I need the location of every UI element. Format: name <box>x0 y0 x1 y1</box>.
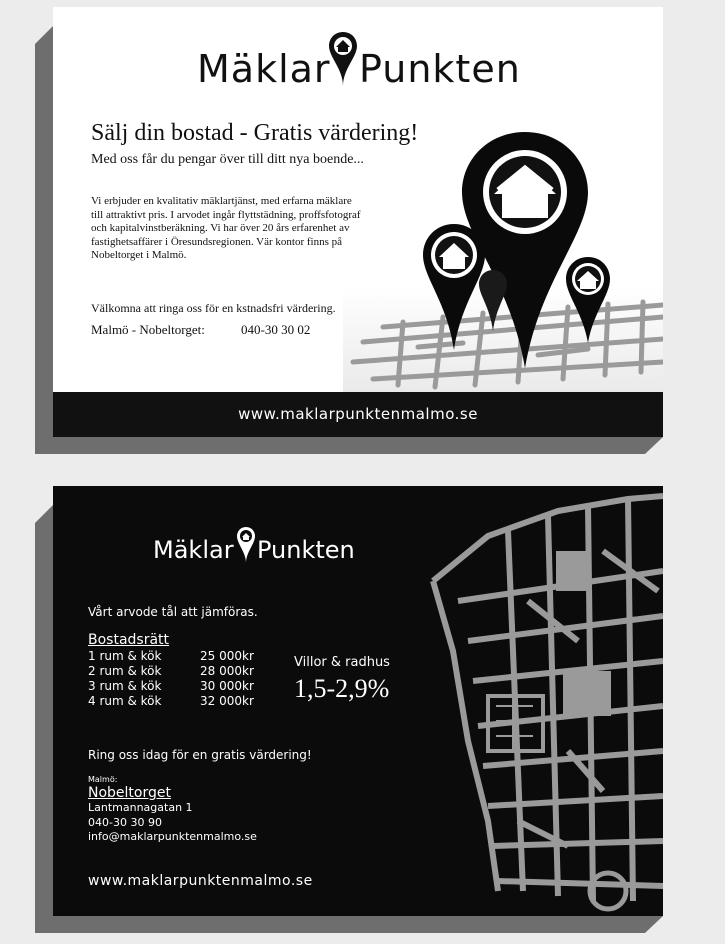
back-phone: 040-30 30 90 <box>88 815 162 829</box>
front-website[interactable]: www.maklarpunktenmalmo.se <box>53 392 663 437</box>
street-address: Lantmannagatan 1 <box>88 801 193 814</box>
back-website[interactable]: www.maklarpunktenmalmo.se <box>88 873 313 889</box>
price-rooms: 4 rum & kök <box>88 694 162 708</box>
body-text <box>91 195 361 263</box>
call-to-action: Ring oss idag för en gratis värdering! <box>88 748 312 762</box>
price-row <box>88 664 254 679</box>
headline: Sälj din bostad - Gratis värdering! <box>91 120 419 146</box>
contact-block <box>88 801 257 845</box>
body-line: till attraktivt pris. I arvodet ingår flyttstädning, proffsfotograf <box>91 208 361 221</box>
front-logo-right: Punkten <box>359 47 521 91</box>
front-phone: 040-30 30 02 <box>241 322 311 337</box>
price-amount: 28 000kr <box>200 664 254 678</box>
price-row <box>88 649 254 664</box>
price-rooms: 3 rum & kök <box>88 679 162 693</box>
office-label: Malmö - Nobeltorget: <box>91 322 205 337</box>
price-amount: 30 000kr <box>200 679 254 693</box>
back-card <box>53 486 663 916</box>
city-label: Malmö: <box>88 775 118 784</box>
location-pin-house-icon <box>478 269 508 333</box>
back-logo-right: Punkten <box>257 536 355 564</box>
price-row <box>88 694 254 709</box>
street-map-illustration <box>428 491 663 916</box>
price-row <box>88 679 254 694</box>
price-amount: 32 000kr <box>200 694 254 708</box>
bostadsratt-heading: Bostadsrätt <box>88 632 170 648</box>
welcome-text: Välkomna att ringa oss för en kstnadsfri värdering. <box>91 301 336 315</box>
location-pin-house-icon <box>236 526 256 564</box>
location-pin-house-icon <box>564 255 612 345</box>
price-rooms: 2 rum & kök <box>88 664 162 678</box>
body-line: Nobeltorget i Malmö. <box>91 249 187 261</box>
price-list <box>88 649 254 709</box>
location-pin-house-icon <box>328 31 358 87</box>
office-name: Nobeltorget <box>88 785 171 801</box>
villor-rate: 1,5-2,9% <box>294 674 390 703</box>
price-amount: 25 000kr <box>200 649 254 663</box>
price-rooms: 1 rum & kök <box>88 649 162 663</box>
front-card <box>53 7 663 437</box>
body-line: Vi erbjuder en kvalitativ mäklartjänst, med erfarna mäklare <box>91 195 352 207</box>
villor-label: Villor & radhus <box>294 655 390 670</box>
body-line: och kapitalvinstberäkning. Vi har över 20 års erfarenhet av <box>91 222 350 234</box>
email-link[interactable]: info@maklarpunktenmalmo.se <box>88 830 257 843</box>
back-logo-left: Mäklar <box>153 536 234 564</box>
front-logo-left: Mäklar <box>197 47 331 91</box>
body-line: fastighetsaffärer i Öresundsregionen. Vär kontor finns på <box>91 235 342 248</box>
tagline: Vårt arvode tål att jämföras. <box>88 605 258 619</box>
subheadline: Med oss får du pengar över till ditt nya boende... <box>91 152 364 167</box>
